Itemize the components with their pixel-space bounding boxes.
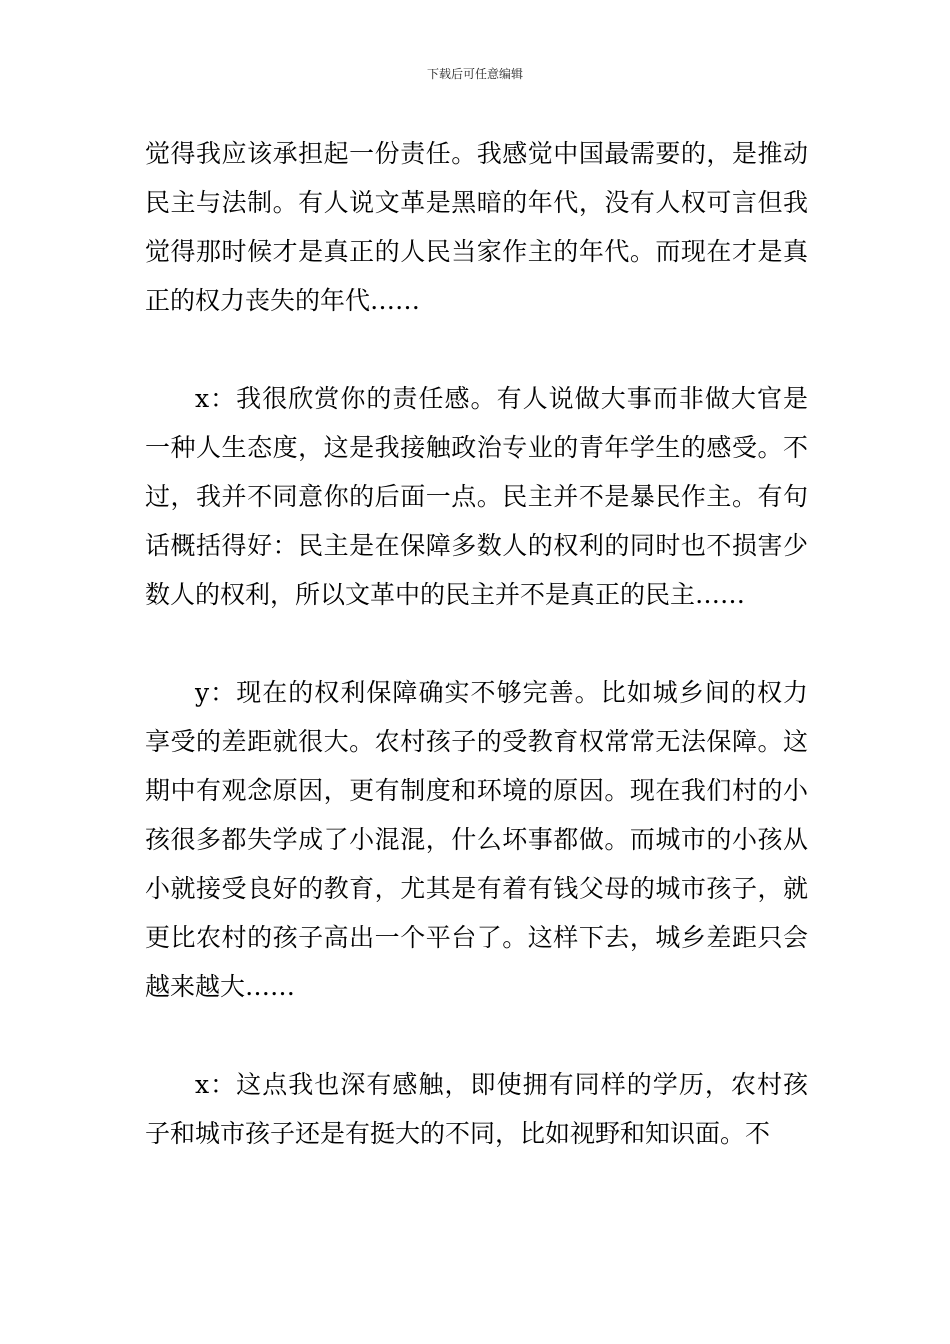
page-header: 下载后可任意编辑 (426, 67, 523, 81)
document-body (145, 129, 808, 1158)
paragraph-1: 觉得我应该承担起一份责任。我感觉中国最需要的，是推动民主与法制。有人说文革是黑暗的年代，没有人权可言但我觉得那时候才是真正的人民当家作主的年代。而现在才是真正的权力丧失的年代…… (145, 139, 808, 315)
paragraph-4: x：这点我也深有感触，即使拥有同样的学历，农村孩子和城市孩子还是有挺大的不同，比如视野和知识面。不 (145, 1070, 808, 1148)
paragraph-3: y：现在的权利保障确实不够完善。比如城乡间的权力享受的差距就很大。农村孩子的受教育权常常无法保障。这期中有观念原因，更有制度和环境的原因。现在我们村的小孩很多都失学成了小混混，什么坏事都做。而城市的小孩从小就接受良好的教育，尤其是有着有钱父母的城市孩子，就更比农村的孩子高出一个平台了。这样下去，城乡差距只会越来越大…… (145, 678, 808, 1001)
paragraph-2: x：我很欣赏你的责任感。有人说做大事而非做大官是一种人生态度，这是我接触政治专业的青年学生的感受。不过，我并不同意你的后面一点。民主并不是暴民作主。有句话概括得好：民主是在保障多数人的权利的同时也不损害少数人的权利，所以文革中的民主并不是真正的民主…… (145, 384, 808, 609)
